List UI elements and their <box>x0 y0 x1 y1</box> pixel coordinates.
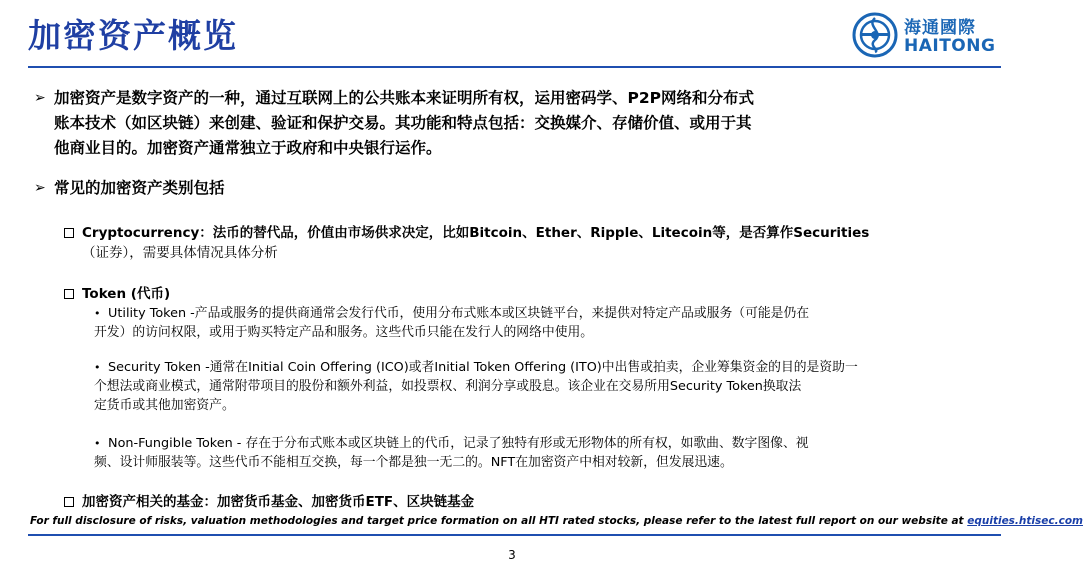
nft-item <box>94 434 964 472</box>
dot-bullet-icon: • <box>94 307 101 320</box>
intro-line-1: 加密资产是数字资产的一种，通过互联网上的公共账本来证明所有权，运用密码学、P2P网络和分布式 <box>54 89 755 107</box>
token-heading: Token (代币) <box>82 286 171 302</box>
dot-bullet-icon: • <box>94 361 101 374</box>
haitong-logo-icon <box>852 12 898 58</box>
funds-text: 加密资产相关的基金：加密货币基金、加密货币ETF、区块链基金 <box>82 494 475 510</box>
nft-line-2: 频、设计师服装等。这些代币不能相互交换，每一个都是独一无二的。NFT在加密资产中相对较新，但发展迅速。 <box>94 455 733 470</box>
intro-line-3: 他商业目的。加密资产通常独立于政府和中央银行运作。 <box>54 139 442 157</box>
utility-line-1: Utility Token -产品或服务的提供商通常会发行代币，使用分布式账本或区块链平台，来提供对特定产品或服务（可能是仍在 <box>108 306 810 321</box>
website-link[interactable]: equities.htisec.com <box>967 515 1083 527</box>
nft-line-1: Non-Fungible Token - 存在于分布式账本或区块链上的代币，记录了独特有形或无形物体的所有权，如歌曲、数字图像、视 <box>108 436 809 451</box>
security-line-1: Security Token -通常在Initial Coin Offering (ICO)或者Initial Token Offering (ITO)中出售或拍卖，企业筹集资金的目的是资助一 <box>108 360 858 375</box>
dot-bullet-icon: • <box>94 437 101 450</box>
funds-bullet <box>64 492 764 512</box>
square-bullet-icon <box>64 228 74 238</box>
categories-bullet <box>34 176 434 201</box>
footer-text: For full disclosure of risks, valuation methodologies and target price formation on all HTI rated stocks, please refer to the latest full report on our website at <box>30 515 968 527</box>
security-line-3: 定货币或其他加密资产。 <box>94 398 235 413</box>
logo-text-cn: 海通國際 <box>904 18 976 38</box>
utility-token-item <box>94 304 964 342</box>
security-line-2: 个想法或商业模式，通常附带项目的股份和额外利益，如投票权、利润分享或股息。该企业在交易所用Security Token换取法 <box>94 379 802 394</box>
categories-heading: 常见的加密资产类别包括 <box>54 179 225 197</box>
intro-line-2: 账本技术（如区块链）来创建、验证和保护交易。其功能和特点包括：交换媒介、存储价值、或用于其 <box>54 114 752 132</box>
disclosure-footer <box>30 515 1083 527</box>
arrow-bullet-icon: ➢ <box>34 180 46 196</box>
logo-text-en: HAITONG <box>904 36 996 56</box>
crypto-bullet <box>64 223 964 263</box>
token-bullet <box>64 284 364 304</box>
security-token-item <box>94 358 964 415</box>
header-divider <box>28 66 1001 68</box>
crypto-line-2: （证券），需要具体情况具体分析 <box>82 245 278 261</box>
square-bullet-icon <box>64 497 74 507</box>
company-logo <box>852 10 1002 58</box>
page-number: 3 <box>508 548 516 562</box>
square-bullet-icon <box>64 289 74 299</box>
footer-divider <box>28 534 1001 536</box>
utility-line-2: 开发）的访问权限，或用于购买特定产品和服务。这些代币只能在发行人的网络中使用。 <box>94 325 594 340</box>
crypto-line-1: Cryptocurrency：法币的替代品，价值由市场供求决定，比如Bitcoin、Ether、Ripple、Litecoin等，是否算作Securities <box>82 225 870 241</box>
intro-bullet <box>34 86 994 161</box>
page-title: 加密资产概览 <box>28 16 238 55</box>
arrow-bullet-icon: ➢ <box>34 90 46 106</box>
